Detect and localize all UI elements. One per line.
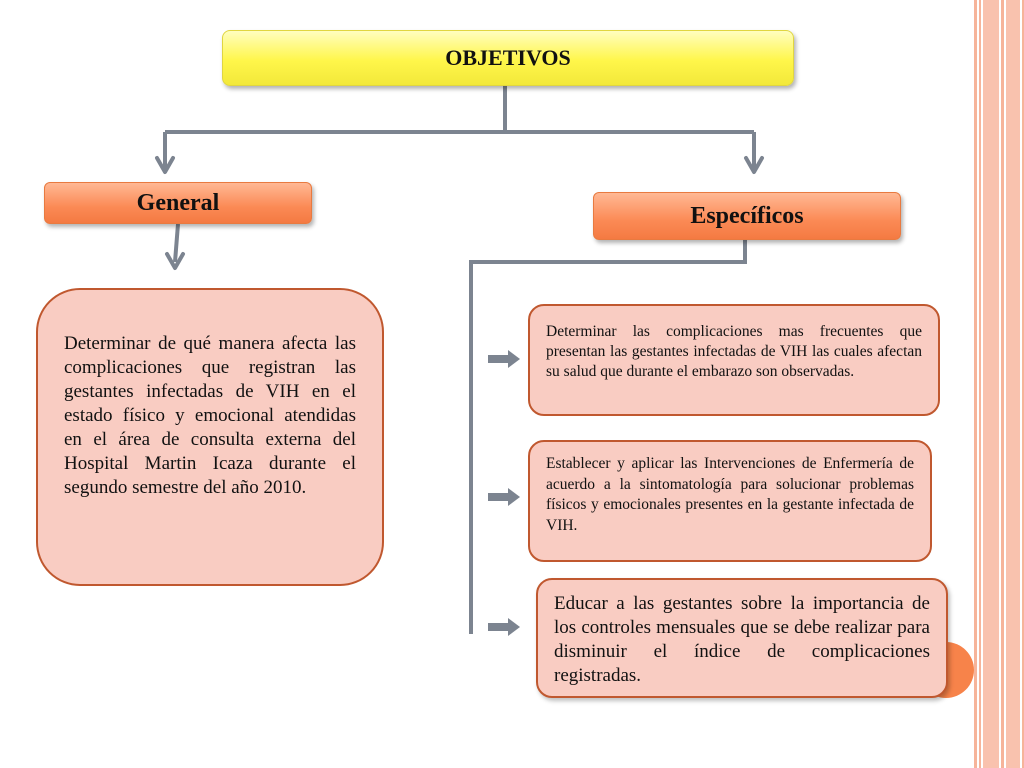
- title-text: OBJETIVOS: [445, 45, 571, 70]
- arrow-bar-3: [488, 623, 508, 631]
- arrow-head-3: [508, 618, 520, 636]
- arrow-head-1: [508, 350, 520, 368]
- connector-especificos-trunk: [471, 238, 745, 634]
- general-objective-box: [36, 288, 384, 586]
- specific-objective-box-3: [536, 578, 948, 698]
- connector-general-down: [175, 224, 178, 262]
- specific-objective-text-2: Establecer y aplicar las Intervenciones de Enfermería de acuerdo a la sintomatología para solucionar problemas físicos y emocionales presentes en la gestante infectada de VIH.: [546, 455, 914, 534]
- specific-objective-box-1: [528, 304, 940, 416]
- arrow-bar-2: [488, 493, 508, 501]
- general-label-box: [44, 182, 312, 224]
- general-objective-text: Determinar de qué manera afecta las complicaciones que registran las gestantes infectadas de VIH en el estado físico y emocional atendidas en el área de consulta externa del Hospital Martin Icaza durante el segundo semestre del año 2010.: [64, 333, 356, 498]
- specific-objective-box-2: [528, 440, 932, 562]
- arrow-bar-1: [488, 355, 508, 363]
- especificos-label-box: [593, 192, 901, 240]
- arrow-head-2: [508, 488, 520, 506]
- especificos-label: Específicos: [690, 202, 804, 229]
- specific-objective-text-1: Determinar las complicaciones mas frecuentes que presentan las gestantes infectadas de VIH las cuales afectan su salud que durante el embarazo son observadas.: [546, 323, 922, 380]
- specific-objective-text-3: Educar a las gestantes sobre la importancia de los controles mensuales que se debe realizar para disminuir el índice de complicaciones registradas.: [554, 593, 930, 686]
- general-label: General: [136, 189, 220, 216]
- title-box: [222, 30, 794, 86]
